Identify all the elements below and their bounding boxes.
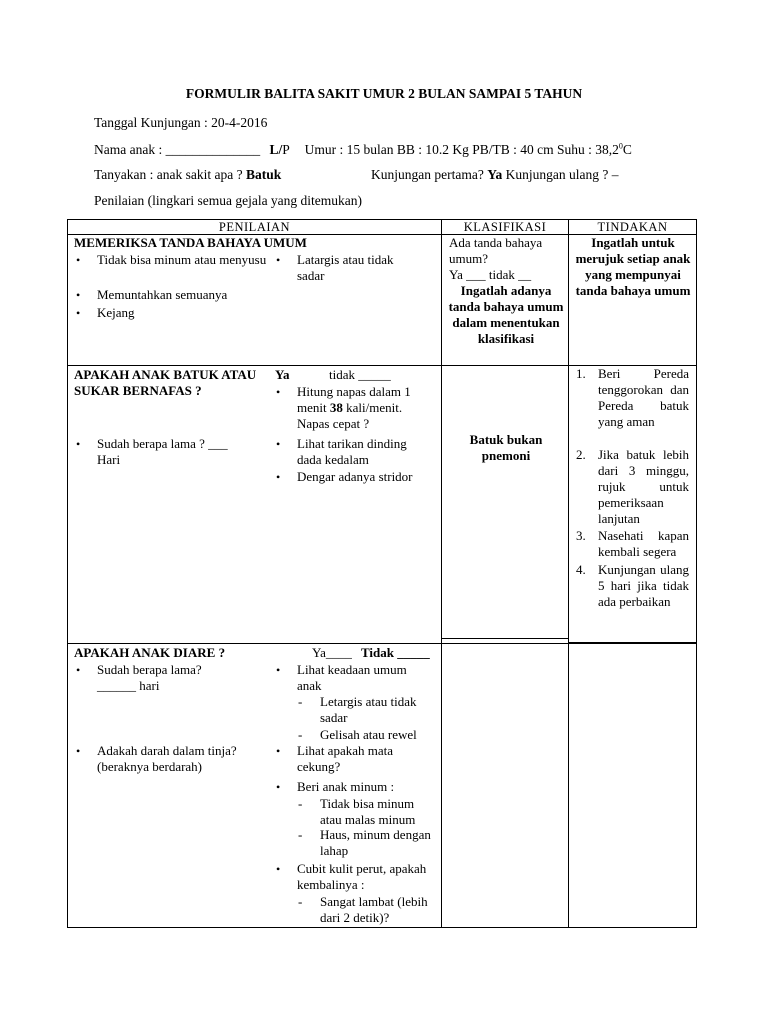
list-item: • Cubit kulit perut, apakah kembalinya : bbox=[297, 861, 427, 893]
tanyakan-value: Batuk bbox=[246, 167, 282, 182]
sub-list-item: - Gelisah atau rewel bbox=[320, 727, 435, 743]
klas-batuk-box bbox=[442, 366, 569, 639]
list-item: • Beri anak minum : bbox=[297, 779, 427, 795]
list-item: • Lihat apakah mata cekung? bbox=[297, 743, 427, 775]
tindakan-batuk bbox=[569, 366, 696, 643]
row-tanda-bahaya bbox=[68, 235, 697, 366]
tindakan-num-4: 4. bbox=[576, 562, 586, 577]
tanyakan-label: Tanyakan : anak sakit apa ? bbox=[94, 167, 243, 182]
heading-diare: APAKAH ANAK DIARE ? bbox=[74, 645, 226, 660]
hitung-napas-text: Hitung napas dalam 1 menit bbox=[297, 384, 411, 415]
klas-batuk-text: Batuk bukan pnemoni bbox=[469, 432, 543, 463]
list-item: • Adakah darah dalam tinja? (beraknya berdarah) bbox=[97, 743, 262, 775]
form-title: FORMULIR BALITA SAKIT UMUR 2 BULAN SAMPAI 5 TAHUN bbox=[185, 86, 583, 101]
batuk-tidak: tidak _____ bbox=[329, 367, 391, 382]
list-item: • Sudah berapa lama? ______ hari bbox=[97, 662, 237, 694]
tindakan-diare bbox=[569, 644, 696, 927]
tindakan-divider bbox=[569, 642, 697, 643]
lp-bold: L/ bbox=[269, 142, 283, 157]
tindakan-item: Jika batuk lebih dari 3 minggu, rujuk untuk pemeriksaan lanjutan bbox=[598, 447, 689, 526]
klasifikasi-diare bbox=[442, 644, 568, 927]
row-diare bbox=[68, 644, 697, 928]
sub-list-item: - Haus, minum dengan lahap bbox=[320, 827, 435, 859]
list-item: • Memuntahkan semuanya bbox=[97, 287, 267, 303]
kunjungan-ulang: Kunjungan ulang ? – bbox=[505, 167, 619, 182]
tindakan-item: Nasehati kapan kembali segera bbox=[598, 528, 689, 559]
diare-tidak: Tidak _____ bbox=[361, 645, 430, 660]
penilaian-batuk bbox=[68, 366, 441, 643]
list-item: • Lihat keadaan umum anak bbox=[297, 662, 427, 694]
klasifikasi-tanda-bahaya bbox=[442, 235, 568, 365]
klasifikasi-batuk bbox=[442, 366, 568, 643]
tanyakan-line bbox=[94, 167, 281, 183]
penilaian-tanda-bahaya bbox=[68, 235, 441, 365]
tindakan-item: Kunjungan ulang 5 hari jika tidak ada perbaikan bbox=[598, 562, 689, 609]
col-klasifikasi: KLASIFIKASI bbox=[442, 220, 569, 235]
tindakan-item: Beri Pereda tenggorokan dan Pereda batuk yang aman bbox=[598, 366, 689, 429]
list-item: • Dengar adanya stridor bbox=[297, 469, 432, 485]
diare-ya: Ya____ bbox=[312, 645, 352, 660]
form-table bbox=[67, 219, 697, 928]
list-item: • Tidak bisa minum atau menyusu bbox=[97, 252, 267, 268]
klas-ya-tidak: Ya ___ tidak __ bbox=[449, 267, 532, 282]
list-item bbox=[297, 384, 432, 432]
list-item: • Latargis atau tidak sadar bbox=[297, 252, 417, 284]
kunjungan-pertama-value: Ya bbox=[487, 167, 503, 182]
list-item: • Sudah berapa lama ? ___ Hari bbox=[97, 436, 247, 468]
suhu-unit: C bbox=[622, 142, 632, 157]
list-item: • Kejang bbox=[97, 305, 267, 321]
tindakan-num-2: 2. bbox=[576, 447, 586, 462]
sub-list-item: - Tidak bisa minum atau malas minum bbox=[320, 796, 435, 828]
tindakan-num-1: 1. bbox=[576, 366, 586, 381]
lp-rest: P bbox=[282, 142, 290, 157]
table-header-row bbox=[68, 220, 697, 235]
penilaian-diare bbox=[68, 644, 441, 927]
tanggal-kunjungan: Tanggal Kunjungan : 20-4-2016 bbox=[94, 115, 268, 130]
hitung-napas-rest: kali/menit. Napas cepat ? bbox=[297, 400, 403, 431]
heading-tanda-bahaya: MEMERIKSA TANDA BAHAYA UMUM bbox=[74, 235, 307, 250]
kunjungan-line bbox=[371, 167, 618, 183]
tindakan-tanda-bahaya bbox=[569, 235, 696, 365]
klas-ingatlah: Ingatlah adanya tanda bahaya umum dalam menentukan klasifikasi bbox=[448, 283, 564, 346]
batuk-ya: Ya bbox=[275, 367, 290, 382]
penilaian-note: Penilaian (lingkari semua gejala yang ditemukan) bbox=[94, 193, 363, 208]
sub-list-item: - Letargis atau tidak sadar bbox=[320, 694, 435, 726]
row-batuk bbox=[68, 366, 697, 644]
klas-question: Ada tanda bahaya umum? bbox=[449, 235, 543, 266]
list-item: • Lihat tarikan dinding dada kedalam bbox=[297, 436, 432, 468]
identitas-anak bbox=[94, 142, 632, 158]
col-penilaian: PENILAIAN bbox=[68, 220, 442, 235]
tindakan-num-3: 3. bbox=[576, 528, 586, 543]
tindakan-ingatlah: Ingatlah untuk merujuk setiap anak yang mempunyai tanda bahaya umum bbox=[575, 235, 691, 298]
suhu-degree: 0 bbox=[618, 141, 623, 151]
nama-anak: Nama anak : ______________ bbox=[94, 142, 261, 157]
hitung-napas-value: 38 bbox=[329, 400, 343, 415]
col-tindakan: TINDAKAN bbox=[569, 220, 697, 235]
sub-list-item: - Sangat lambat (lebih dari 2 detik)? bbox=[320, 894, 438, 926]
kunjungan-pertama: Kunjungan pertama? bbox=[371, 167, 484, 182]
umur-bb-suhu: Umur : 15 bulan BB : 10.2 Kg PB/TB : 40 cm Suhu : 38,2 bbox=[304, 142, 619, 157]
heading-batuk: APAKAH ANAK BATUK ATAU SUKAR BERNAFAS ? bbox=[74, 367, 257, 398]
